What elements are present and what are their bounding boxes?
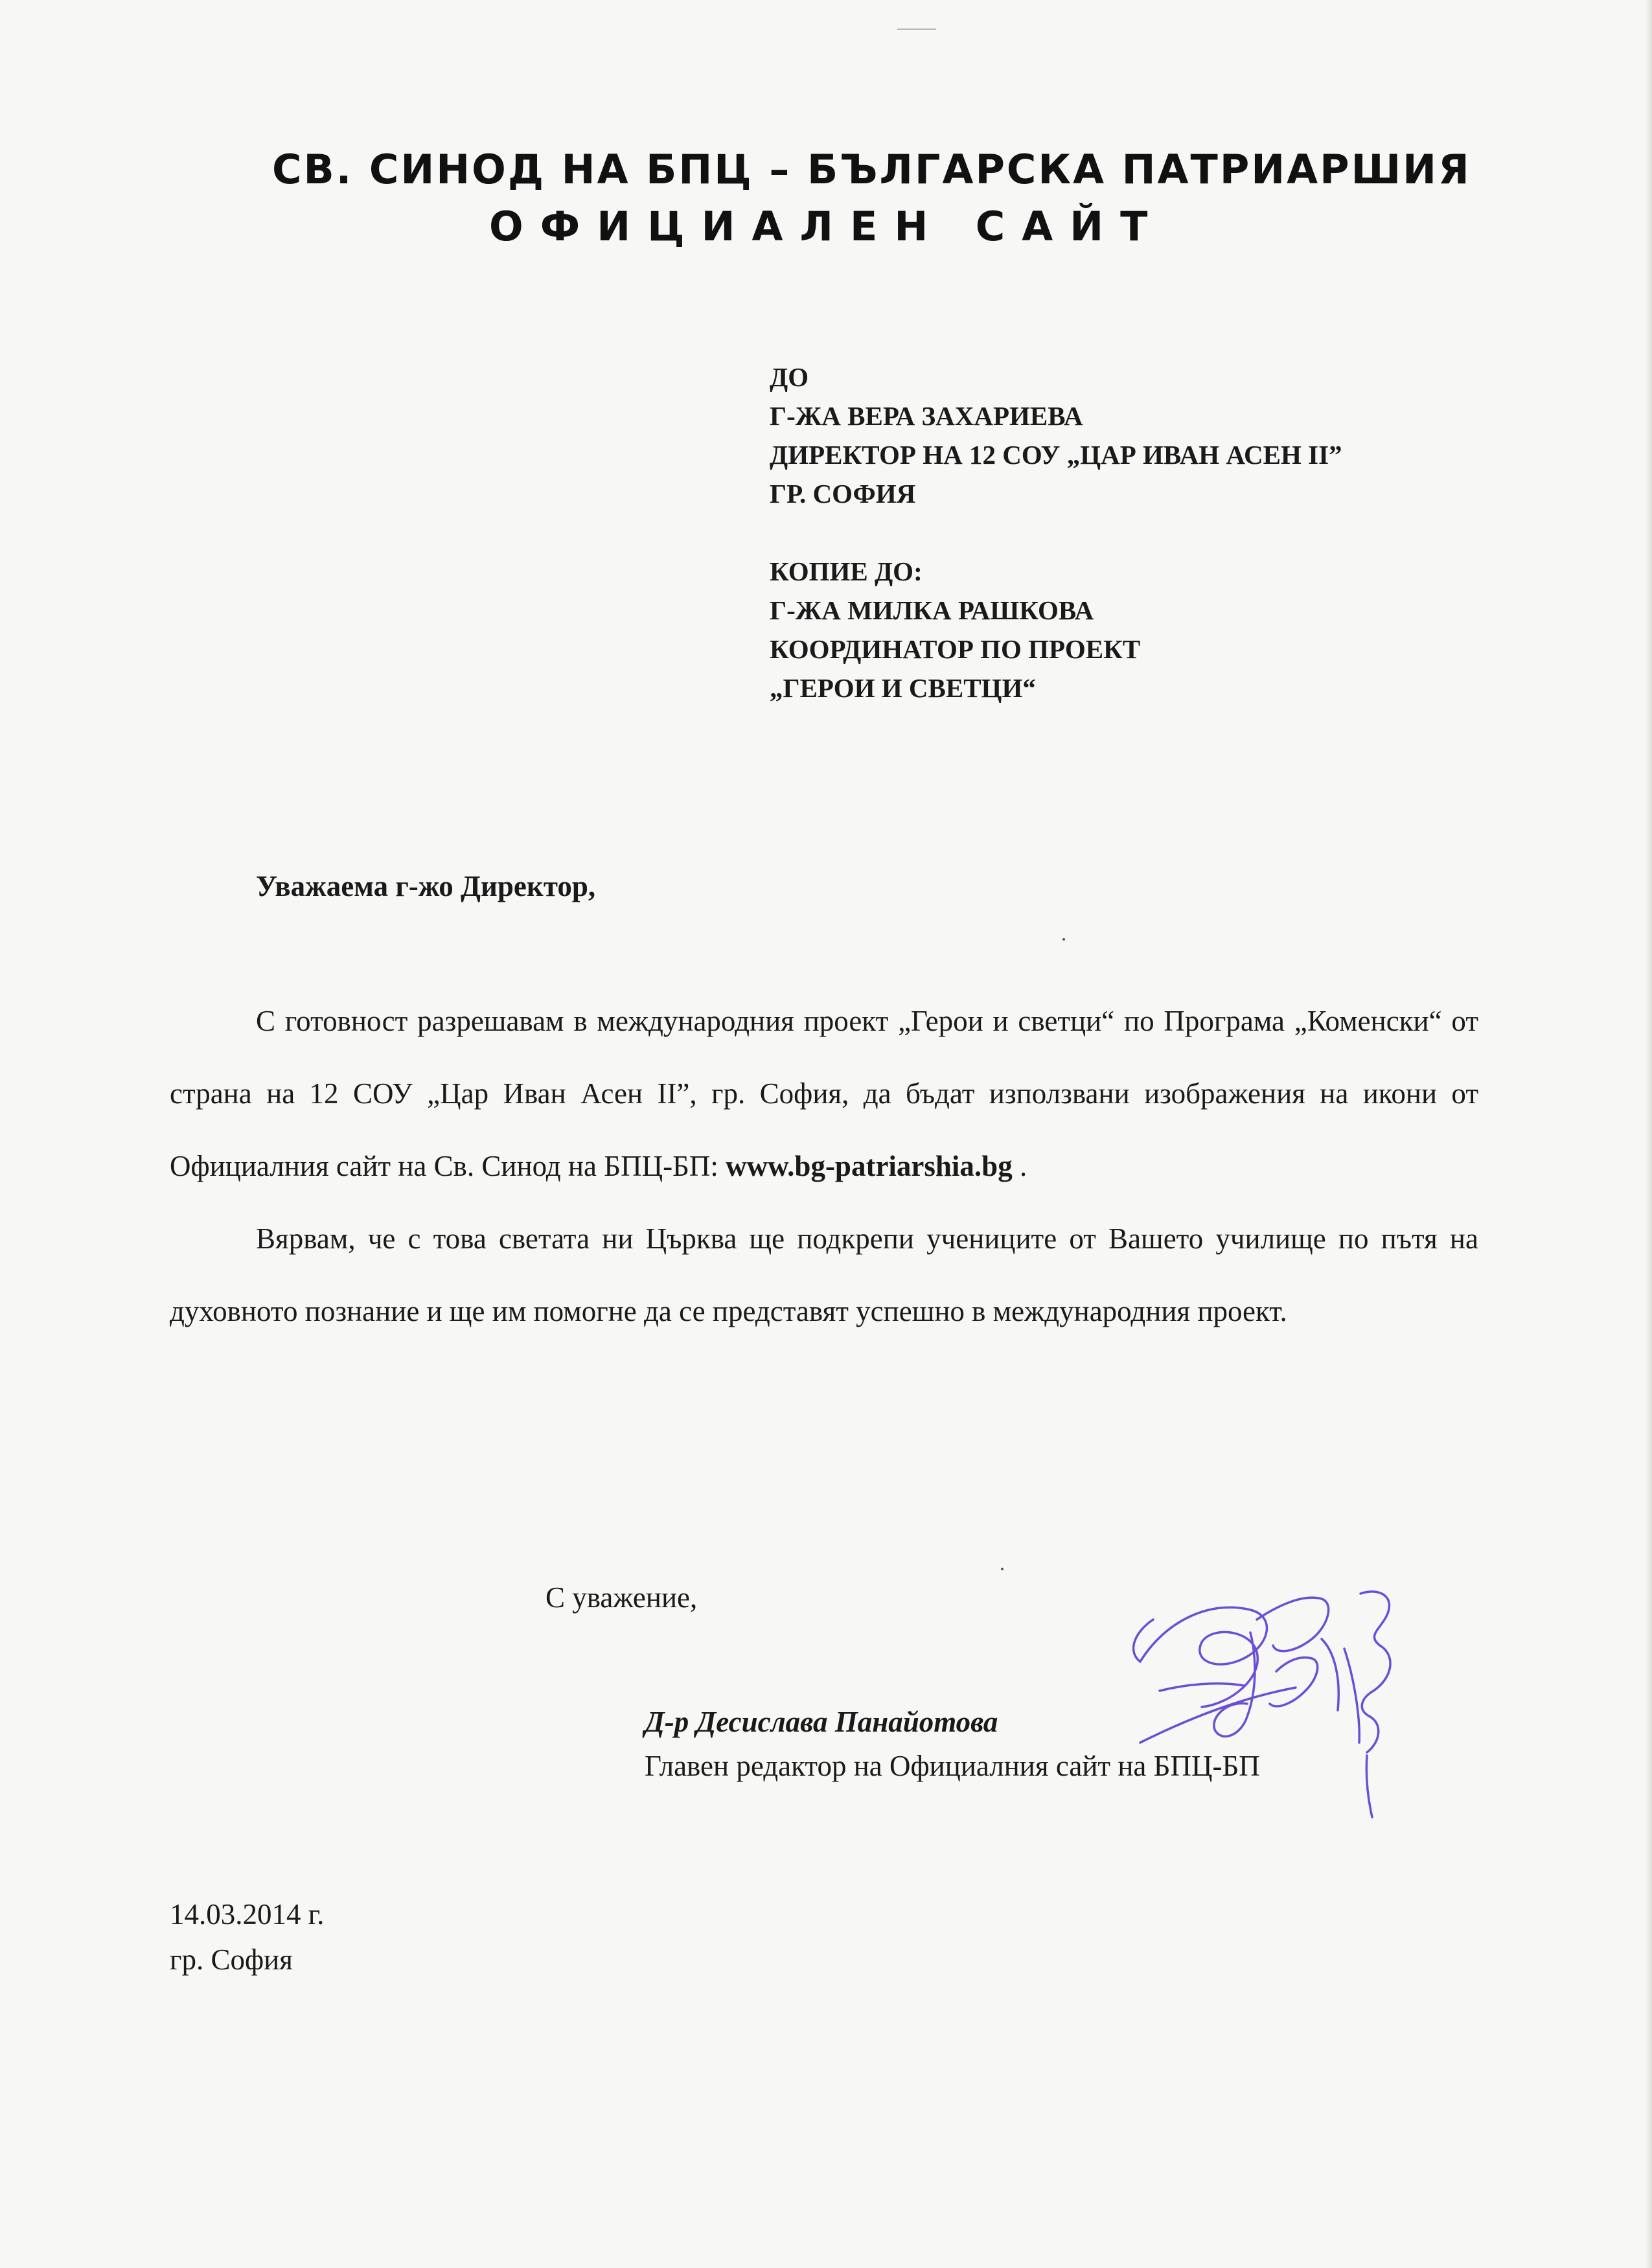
website-link[interactable]: www.bg-patriarshia.bg xyxy=(726,1150,1013,1182)
letter-date: 14.03.2014 г. xyxy=(170,1898,325,1930)
copy-to-label: КОПИЕ ДО: xyxy=(770,556,923,586)
scan-speck xyxy=(1001,1568,1004,1570)
paper-edge xyxy=(1646,0,1652,2268)
signer-title: Главен редактор на Официалния сайт на БПЦ-БП xyxy=(645,1750,1260,1782)
addressee-city: ГР. СОФИЯ xyxy=(770,479,916,509)
closing: С уважение, xyxy=(545,1581,698,1614)
scan-speck xyxy=(1062,938,1065,941)
copy-position: КООРДИНАТОР ПО ПРОЕКТ xyxy=(770,634,1141,664)
addressee-to: ДО xyxy=(770,362,809,392)
addressee-block xyxy=(770,358,1482,707)
addressee-name: Г-ЖА ВЕРА ЗАХАРИЕВА xyxy=(770,401,1083,431)
letterhead-subtitle: ОФИЦИАЛЕН САЙТ xyxy=(489,203,1165,250)
body-paragraph-1-text: С готовност разрешавам в международния проект „Герои и светци“ по Програма „Коменски“ от страна на 12 СОУ „Цар Иван Асен II”, гр. София, да бъдат използвани изображения на икони от Официалния сайт на Св. Синод на БПЦ-БП: xyxy=(170,1005,1478,1182)
signer-name: Д-р Десислава Панайотова xyxy=(645,1706,998,1738)
body-paragraph-1-end: . xyxy=(1012,1150,1027,1182)
addressee-position: ДИРЕКТОР НА 12 СОУ „ЦАР ИВАН АСЕН II” xyxy=(770,440,1342,470)
body-paragraph-1 xyxy=(170,985,1478,1202)
letter-city: гр. София xyxy=(170,1943,293,1976)
copy-project: „ГЕРОИ И СВЕТЦИ“ xyxy=(770,673,1036,703)
letterhead-title: СВ. СИНОД НА БПЦ – БЪЛГАРСКА ПАТРИАРШИЯ xyxy=(272,146,1471,193)
letter-body xyxy=(170,985,1478,1347)
date-block xyxy=(170,1892,324,1982)
salutation: Уважаема г-жо Директор, xyxy=(256,870,596,902)
copy-name: Г-ЖА МИЛКА РАШКОВА xyxy=(770,595,1094,625)
scan-mark xyxy=(897,29,936,30)
addressee-gap xyxy=(770,513,1482,552)
body-paragraph-2: Вярвам, че с това светата ни Църква ще подкрепи учениците от Вашето училище по пътя на духовното познание и ще им помогне да се представят успешно в международния проект. xyxy=(170,1222,1478,1327)
